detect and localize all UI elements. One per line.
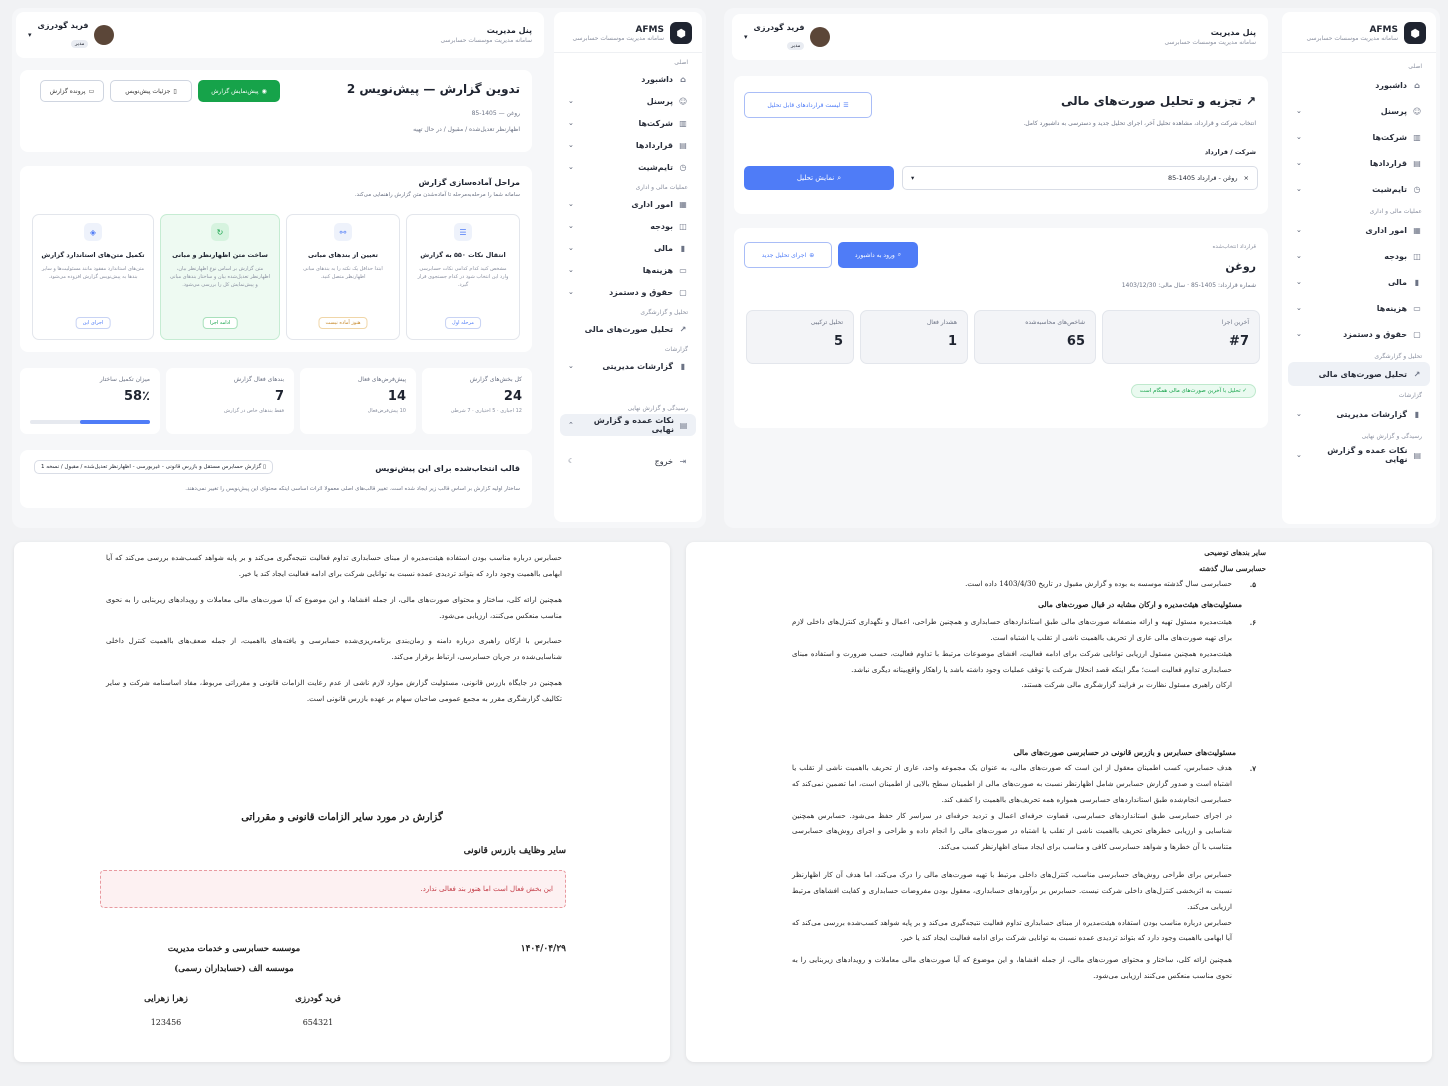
user-menu[interactable]: فرید گودرزی مدیر ▾ <box>744 23 830 51</box>
fsa-panel <box>724 8 1440 528</box>
chevron-down-icon: ⌄ <box>568 163 574 171</box>
card-icon: ▢ <box>679 287 687 297</box>
metric-alerts: هشدار فعال 1 <box>860 310 968 364</box>
home-icon: ⌂ <box>680 74 686 84</box>
nav-section-final: رسیدگی و گزارش نهایی <box>627 405 688 412</box>
paragraph: هیئت‌مدیره مسئول تهیه و ارائه منصفانه صورت‌های مالی طبق استانداردهای حسابداری و همچنین طراحی، اعمال و نگهداری کنترل‌های داخلی لازم برای تهیه صورت‌های مالی عاری از تحریف بااهمیت ناشی از تقلب یا اشتباه است. <box>792 617 1232 642</box>
stat-active-clauses: بندهای فعال گزارش 7 فقط بندهای خاص در گزارش <box>166 368 294 434</box>
chart-icon: ▮ <box>1414 277 1420 287</box>
sidebar-item-budget[interactable]: ◫ بودجه ⌄ <box>1296 251 1421 261</box>
sidebar-item-contracts[interactable]: ▤ قراردادها ⌄ <box>568 140 687 150</box>
nav-section-final: رسیدگی و گزارش نهایی <box>1361 433 1422 440</box>
step-4-button[interactable]: اجرای این <box>76 317 111 329</box>
chevron-down-icon: ⌄ <box>1296 410 1302 418</box>
chevron-down-icon: ⌄ <box>1296 185 1302 193</box>
stat-active-defaults: پیش‌فرض‌های فعال 14 10 پیش‌فرض‌فعال <box>300 368 416 434</box>
home-icon: ⌂ <box>1414 80 1420 90</box>
sidebar-item-companies[interactable]: ▥ شرکت‌ها ⌄ <box>568 118 687 128</box>
sidebar-item-timesheet[interactable]: ◷ تایم‌شیت ⌄ <box>1296 184 1421 194</box>
check-icon: ✓ <box>1240 388 1247 394</box>
logout-icon: ⇥ <box>679 456 687 466</box>
sidebar-item-companies[interactable]: ▥ شرکت‌ها ⌄ <box>1296 132 1421 142</box>
sidebar-item-budget[interactable]: ◫ بودجه ⌄ <box>568 221 687 231</box>
sidebar-item-personnel[interactable]: ☺ پرسنل ⌄ <box>568 96 688 106</box>
paragraph: در اجرای حسابرسی طبق استانداردهای حسابرسی، قضاوت حرفه‌ای اعمال و تردید حرفه‌ای در سراسر کار حفظ می‌شود. حسابرس همچنین شناسایی و ارزیابی خطرهای تحریف بااهمیت ناشی از تقلب یا اشتباه در صورت‌های مالی را انجام داده و طراحی و اجرای روش‌های حسابرسی متناسب با آن خطرها و شواهد حسابرسی کافی و مناسب برای ایجاد مبنای اظهارنظر کسب می‌کند. <box>792 810 1232 852</box>
sidebar-item-payroll[interactable]: ▢ حقوق و دستمزد ⌄ <box>568 287 687 297</box>
chevron-up-icon: ⌃ <box>568 421 574 429</box>
select-value: روغن - قرارداد 1405-85 <box>1167 174 1238 182</box>
sidebar-item-final-notes[interactable]: ▤ نکات عمده و گزارش نهایی ⌄ <box>1296 446 1421 464</box>
draft-meta: روغن — 1405-85 <box>471 110 520 117</box>
draft-panel <box>12 8 706 528</box>
contract-select[interactable] <box>902 166 1258 190</box>
dashboard-icon: ⌕ <box>897 251 902 258</box>
subsection-heading: سایر وظایف بازرس قانونی <box>463 846 566 856</box>
search-icon: ⌕ <box>837 173 842 182</box>
chevron-down-icon: ⌄ <box>1296 330 1302 338</box>
selected-contract-card <box>734 228 1268 428</box>
sidebar-item-expenses[interactable]: ▭ هزینه‌ها ⌄ <box>1296 303 1421 313</box>
template-subtitle: ساختار اولیه گزارش بر اساس قالب زیر ایجاد شده است. تغییر قالب‌های اصلی معمولا اثرات اساسی اینکه محتوای این پیش‌نویس را تغییر نمی‌دهند. <box>185 486 520 492</box>
fsa-subtitle: انتخاب شرکت و قرارداد، مشاهده تحلیل آخر، اجرای تحلیل جدید و دسترسی به داشبورد کامل. <box>1023 120 1256 127</box>
brand: ⬢ AFMS سامانه مدیریت موسسات حسابرسی <box>1282 12 1436 53</box>
signatory-number: 123456 <box>150 1018 182 1027</box>
chevron-down-icon: ⌄ <box>568 266 574 274</box>
metric-last-run: آخرین اجرا #7 <box>1102 310 1260 364</box>
draft-status: اظهارنظر تعدیل‌شده / مقبول / در حال تهیه <box>413 126 520 133</box>
wallet-icon: ◫ <box>1413 251 1421 261</box>
step-card-2: ⚯ تعیین از بندهای مبانی ابتدا حداقل یک نکته را به بندهای مبانی اظهارنظر متصل کنید. هنوز آماده نیست <box>286 214 400 340</box>
receipt-icon: ▭ <box>679 265 687 275</box>
clock-icon: ◷ <box>679 162 687 172</box>
sidebar-item-finance[interactable]: ▮ مالی ⌄ <box>1282 269 1436 295</box>
contract-meta: شماره قرارداد: 1405-85 · سال مالی: 1403/12/30 <box>1121 282 1256 289</box>
paragraph: حسابرس درباره مناسب بودن استفاده هیئت‌مدیره از مبنای حسابداری تداوم فعالیت نتیجه‌گیری می‌کند و بر پایه شواهد کسب‌شده بررسی می‌کند که آیا ابهامی بااهمیت وجود دارد که بتواند تردیدی عمده نسبت به توانایی شرکت برای ادامه فعالیت ایجاد کند یا خیر. <box>106 553 562 578</box>
report-date: ۱۴۰۴/۰۴/۲۹ <box>520 944 566 954</box>
contracts-list-button[interactable]: ☰ لیست قراردادهای قابل تحلیل <box>744 92 872 118</box>
nav-section-main: اصلی <box>1408 63 1422 70</box>
step-card-4: ◈ تکمیل متن‌های استاندارد گزارش متن‌های استاندارد مفقود مانند مسئولیت‌ها و سایر بندها به پیش‌نویس گزارش افزوده می‌شود. اجرای این <box>32 214 154 340</box>
doc-icon: ▯ <box>261 464 267 470</box>
sidebar-item-mgmt-reports[interactable]: ▮ گزارشات مدیریتی ⌄ <box>1282 401 1436 427</box>
signatory-name: فرید گودرزی <box>295 994 341 1004</box>
bar-chart-icon: ▮ <box>680 361 686 371</box>
chevron-down-icon: ▾ <box>744 33 748 41</box>
trend-icon: ↗ <box>679 324 687 334</box>
building-icon: ▥ <box>679 118 687 128</box>
page-title: تدوین گزارش — پیش‌نویس 2 <box>346 82 520 96</box>
firm-subtitle: موسسه الف (حسابداران رسمی) <box>174 964 294 974</box>
item-number: ۶. <box>1249 618 1256 627</box>
sidebar <box>554 12 702 522</box>
refresh-icon: ↻ <box>211 223 229 241</box>
chevron-down-icon: ⌄ <box>1296 451 1302 459</box>
sidebar-item-fs-analysis[interactable]: ↗ تحلیل صورت‌های مالی <box>1288 362 1430 386</box>
company-contract-label: شرکت / قرارداد <box>1204 148 1256 156</box>
afms-logo-icon: ⬢ <box>670 22 692 44</box>
clock-icon: ◷ <box>1413 184 1421 194</box>
folder-icon: ▭ <box>88 87 95 95</box>
subsection-heading: مسئولیت‌های هیئت‌مدیره و ارکان مشابه در قبال صورت‌های مالی <box>1038 600 1242 609</box>
building-icon: ▥ <box>1413 132 1421 142</box>
receipt-icon: ▭ <box>1413 303 1421 313</box>
fsa-card <box>734 76 1268 214</box>
trend-icon: ↗ <box>1413 369 1421 379</box>
sidebar-item-timesheet[interactable]: ◷ تایم‌شیت ⌄ <box>568 162 687 172</box>
nav-section-main: اصلی <box>674 59 688 66</box>
paragraph: هدف حسابرس، کسب اطمینان معقول از این است که صورت‌های مالی، به عنوان یک مجموعه واحد، عاری از تحریف بااهمیت ناشی از تقلب یا اشتباه است و صدور گزارش حسابرس شامل اظهارنظر نسبت به صورت‌های مالی از اطمینان سطح بالایی از اطمینان است، اما تضمین نمی‌کند که حسابرسی انجام‌شده طبق استانداردهای حسابرسی همواره همه تحریف‌های بااهمیت را کشف کند. <box>792 763 1232 804</box>
chevron-down-icon: ⌄ <box>568 362 574 370</box>
card-icon: ▢ <box>1413 329 1421 339</box>
paragraph: حسابرس درباره مناسب بودن استفاده هیئت‌مدیره از مبنای حسابداری تداوم فعالیت نتیجه‌گیری می‌کند و بر پایه شواهد کسب‌شده بررسی می‌کند که آیا ابهامی بااهمیت وجود دارد که بتواند تردیدی عمده نسبت به توانایی شرکت برای ادامه فعالیت ایجاد کند یا خیر. <box>792 917 1232 943</box>
sidebar-item-contracts[interactable]: ▤ قراردادها ⌄ <box>1296 158 1421 168</box>
clipboard-icon: ▤ <box>679 420 688 430</box>
clipboard-icon: ▤ <box>1413 450 1421 460</box>
chevron-down-icon: ⌄ <box>568 222 574 230</box>
logout-button[interactable]: ⇥ خروج ☾ <box>568 456 687 466</box>
sidebar-item-admin[interactable]: ▦ امور اداری ⌄ <box>568 199 687 209</box>
nav-section-finance: عملیات مالی و اداری <box>1369 208 1422 215</box>
sidebar <box>1282 12 1436 524</box>
paragraph: همچنین در جایگاه بازرس قانونی، مسئولیت گزارش موارد لازم ناشی از عدم رعایت الزامات قانونی و مقرراتی مربوط، مفاد اساسنامه شرکت و سایر تکالیف گزارشگری مقرر به مجمع عمومی صاحبان سهام بر عهده بازرس قانونی است. <box>106 678 562 703</box>
nav-section-analysis: تحلیل و گزارشگری <box>640 309 688 316</box>
company-name: روغن <box>1225 260 1256 273</box>
layers-icon: ◈ <box>84 223 102 241</box>
draft-title-card <box>20 70 532 152</box>
avatar <box>810 27 830 47</box>
sync-status-badge: ✓ تحلیل با آخرین صورت‌های مالی همگام است <box>1131 384 1256 398</box>
chevron-down-icon: ⌄ <box>1296 226 1302 234</box>
sidebar-item-final-notes[interactable]: ▤ نکات عمده و گزارش نهایی ⌃ <box>560 414 696 436</box>
bar-chart-icon: ▮ <box>1414 409 1420 419</box>
section-heading: گزارش در مورد سایر الزامات قانونی و مقرراتی <box>241 812 443 823</box>
eye-icon: ◉ <box>261 87 267 95</box>
sidebar-item-dashboard[interactable]: ⌂ داشبورد <box>554 68 702 90</box>
clear-icon[interactable]: × <box>1243 174 1249 182</box>
paragraph: همچنین ارائه کلی، ساختار و محتوای صورت‌های مالی، از جمله افشاها، و این موضوع که آیا صورت‌های مالی معاملات و رویدادهای زیربنایی را به نحوی مناسب منعکس می‌کنند، ارزیابی می‌شود. <box>106 594 562 620</box>
theme-toggle-icon[interactable]: ☾ <box>568 457 575 465</box>
sidebar-item-mgmt-reports[interactable]: ▮ گزارشات مدیریتی ⌄ <box>554 355 702 377</box>
chevron-down-icon: ⌄ <box>1296 278 1302 286</box>
empty-section-alert: این بخش فعال است اما هنوز بند فعالی ندارد. <box>100 870 566 908</box>
briefcase-icon: ▦ <box>1413 225 1421 235</box>
report-page-left <box>14 542 670 1062</box>
signatory-number: 654321 <box>302 1018 334 1027</box>
progress-fill <box>80 420 150 424</box>
template-chip[interactable]: ▯ گزارش حسابرس مستقل و بازرس قانونی - غیربورسی - اظهارنظر تعدیل‌شده / مقبول / نسخه 1 <box>34 460 273 474</box>
chevron-down-icon: ⌄ <box>1296 133 1302 141</box>
nav-section-reports: گزارشات <box>664 346 688 353</box>
list-icon: ☰ <box>843 101 849 109</box>
top-header: پنل مدیریت سامانه مدیریت موسسات حسابرسی فرید گودرزی مدیر ▾ <box>16 12 544 58</box>
brand: ⬢ AFMS سامانه مدیریت موسسات حسابرسی <box>554 12 702 53</box>
doc-icon: ▯ <box>173 87 177 95</box>
paragraph: هیئت‌مدیره همچنین مسئول ارزیابی توانایی شرکت برای ادامه فعالیت، افشای موضوعات مرتبط با تداوم فعالیت، حسب ضرورت و استفاده مبنای حسابداری تداوم فعالیت است؛ مگر اینکه قصد انحلال شرکت یا توقف عملیات وجود داشته باشد یا راهکار واقع‌بینانه دیگری نباشد. <box>792 648 1232 674</box>
sidebar-item-personnel[interactable]: ☺ پرسنل ⌄ <box>1296 106 1422 116</box>
step-2-button[interactable]: هنوز آماده نیست <box>318 317 367 329</box>
stat-total-sections: کل بخش‌های گزارش 24 12 اجباری · 5 اختیاری · 7 شرطی <box>422 368 532 434</box>
chevron-down-icon: ⌄ <box>568 288 574 296</box>
item-number: ۵. <box>1249 580 1256 589</box>
metric-indicators: شاخص‌های محاسبه‌شده 65 <box>974 310 1096 364</box>
subsection-heading: مسئولیت‌های حسابرس و بازرس قانونی در حسابرسی صورت‌های مالی <box>1013 748 1236 757</box>
chevron-down-icon: ⌄ <box>568 244 574 252</box>
file-icon: ▤ <box>679 140 687 150</box>
section-heading: سایر بندهای توضیحی <box>1204 548 1266 557</box>
chevron-down-icon: ⌄ <box>568 119 574 127</box>
paragraph: حسابرس برای طراحی روش‌های حسابرسی مناسب، کنترل‌های داخلی مرتبط با تهیه صورت‌های مالی را درک می‌کند، اما هدف آن کار اظهارنظر نسبت به اثربخشی کنترل‌های داخلی شرکت نیست. حسابرس بر برآوردهای حسابداری، معقول بودن مفروضات حسابداری و کفایت افشاهای مرتبط ارزیابی می‌کند. <box>792 870 1232 911</box>
report-file-button[interactable]: ▭ پرونده گزارش <box>40 80 104 102</box>
wallet-icon: ◫ <box>679 221 687 231</box>
preview-report-button[interactable]: ◉ پیش‌نمایش گزارش <box>198 80 280 102</box>
progress-bar <box>30 420 150 424</box>
hierarchy-icon: ⚯ <box>334 223 352 241</box>
chevron-down-icon: ⌄ <box>1296 252 1302 260</box>
paragraph: همچنین ارائه کلی، ساختار و محتوای صورت‌های مالی، از جمله افشاها، و این موضوع که آیا صورت‌های مالی معاملات و رویدادهای زیربنایی را به نحوی مناسب منعکس می‌کنند ارزیابی می‌شود. <box>792 955 1232 981</box>
enter-dashboard-button[interactable]: ⌕ ورود به داشبورد <box>838 242 918 268</box>
show-analysis-button[interactable]: ⌕ نمایش تحلیل <box>744 166 894 190</box>
steps-subtitle: سامانه شما را مرحله‌به‌مرحله تا آماده‌شدن متن گزارش راهنمایی می‌کند. <box>354 192 520 198</box>
paragraph: حسابرسی سال گذشته موسسه به بوده و گزارش مقبول در تاریخ 1403/4/30 داده است. <box>965 579 1232 588</box>
page-title: ↗ تجزیه و تحلیل صورت‌های مالی <box>1061 94 1256 108</box>
users-icon: ☺ <box>678 96 688 106</box>
steps-title: مراحل آماده‌سازی گزارش <box>418 178 520 187</box>
chart-icon: ▮ <box>680 243 686 253</box>
nav-section-analysis: تحلیل و گزارشگری <box>1374 353 1422 360</box>
sidebar-item-dashboard[interactable]: ⌂ داشبورد <box>1282 72 1436 98</box>
step-3-button[interactable]: ادامه اجرا <box>203 317 238 329</box>
file-icon: ▤ <box>1413 158 1421 168</box>
plus-icon: ⊕ <box>809 251 815 259</box>
run-new-analysis-button[interactable]: ⊕ اجرای تحلیل جدید <box>744 242 832 268</box>
users-icon: ☺ <box>1412 106 1422 116</box>
chevron-down-icon: ⌄ <box>568 97 574 105</box>
metric-composite: تحلیل ترکیبی 5 <box>746 310 854 364</box>
paragraph: ارکان راهبری مسئول نظارت بر فرایند گزارشگری مالی شرکت هستند. <box>1021 680 1232 690</box>
sidebar-item-payroll[interactable]: ▢ حقوق و دستمزد ⌄ <box>1296 329 1421 339</box>
chevron-down-icon: ▾ <box>911 174 915 182</box>
top-header: پنل مدیریت سامانه مدیریت موسسات حسابرسی فرید گودرزی مدیر ▾ <box>732 14 1268 60</box>
signatory-name: زهرا زهرایی <box>144 994 188 1004</box>
template-title: قالب انتخاب‌شده برای این پیش‌نویس <box>375 464 520 473</box>
chevron-down-icon: ⌄ <box>568 141 574 149</box>
item-number: ۷. <box>1249 764 1256 773</box>
template-card <box>20 450 532 508</box>
sidebar-item-expenses[interactable]: ▭ هزینه‌ها ⌄ <box>568 265 687 275</box>
nav-section-finance: عملیات مالی و اداری <box>635 184 688 191</box>
step-1-button[interactable]: مرحله اول <box>445 317 481 329</box>
afms-logo-icon: ⬢ <box>1404 22 1426 44</box>
sidebar-item-fs-analysis[interactable]: ↗ تحلیل صورت‌های مالی <box>584 324 687 334</box>
step-card-1: ☰ انتقال نکات ۵۵۰ به گزارش مشخص کنید کدام کدامی نکات حسابرسی وارد این انتخاب شود در کدام جستجوی قرار گیرد. مرحله اول <box>406 214 520 340</box>
chevron-down-icon: ⌄ <box>1296 304 1302 312</box>
paragraph: حسابرس با ارکان راهبری درباره دامنه و زمان‌بندی برنامه‌ریزی‌شده حسابرسی و یافته‌های بااهمیت، از جمله ضعف‌های بااهمیت کنترل داخلی شناسایی‌شده در جریان حسابرسی، ارتباط برقرار می‌کند. <box>106 636 562 662</box>
selected-contract-label: قرارداد انتخاب‌شده <box>1212 244 1256 250</box>
steps-card <box>20 166 532 352</box>
step-card-3: ↻ ساخت متن اظهارنظر و مبانی متن گزارش بر اساس نوع اظهارنظر بیان، اظهارنظر تعدیل‌شده بیان و ساختار بندهای مبانی و پیش‌نمایش کل را بررسی می‌شود. ادامه اجرا <box>160 214 280 340</box>
firm-name: موسسه حسابرسی و خدمات مدیریت <box>167 944 301 954</box>
report-page-right <box>686 542 1432 1062</box>
chevron-down-icon: ⌄ <box>1296 107 1302 115</box>
user-menu[interactable]: فرید گودرزی مدیر ▾ <box>28 21 114 49</box>
nav-section-reports: گزارشات <box>1398 392 1422 399</box>
chevron-down-icon: ▾ <box>28 31 32 39</box>
chevron-down-icon: ⌄ <box>1296 159 1302 167</box>
avatar <box>94 25 114 45</box>
stat-completion: میزان تکمیل ساختار 58٪ <box>20 368 160 434</box>
chevron-down-icon: ⌄ <box>568 200 574 208</box>
sidebar-item-finance[interactable]: ▮ مالی ⌄ <box>554 237 702 259</box>
draft-details-button[interactable]: ▯ جزئیات پیش‌نویس <box>110 80 192 102</box>
subsection-heading: حسابرسی سال گذشته <box>1199 564 1266 573</box>
sidebar-item-admin[interactable]: ▦ امور اداری ⌄ <box>1296 225 1421 235</box>
trend-icon: ↗ <box>1241 94 1256 108</box>
list-icon: ☰ <box>454 223 472 241</box>
briefcase-icon: ▦ <box>679 199 687 209</box>
